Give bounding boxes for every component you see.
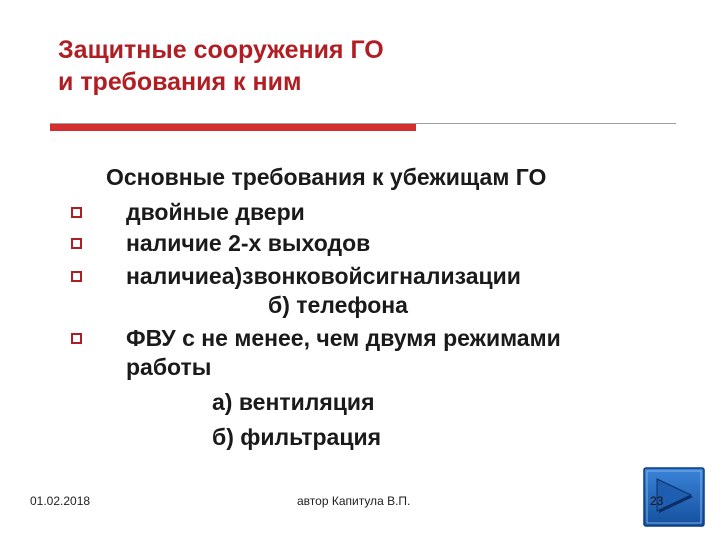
title-divider-accent <box>50 124 416 131</box>
title-line-1: Защитные сооружения ГО <box>58 36 384 64</box>
list-item-continuation: б) фильтрация <box>212 424 382 450</box>
page-number: 23 <box>650 494 664 508</box>
list-item: ФВУ с не менее, чем двумя режимами <box>126 325 561 351</box>
section-heading: Основные требования к убежищам ГО <box>106 164 547 190</box>
footer-author: автор Капитула В.П. <box>297 494 411 508</box>
list-item-continuation: работы <box>126 354 212 380</box>
list-item-continuation: а) вентиляция <box>212 389 375 415</box>
list-item-continuation: б) телефона <box>268 292 408 318</box>
list-item: наличиеа)звонковойсигнализации <box>126 263 521 289</box>
slide-title <box>58 34 384 98</box>
hollow-square-bullet-icon <box>71 207 82 218</box>
list-item: наличие 2-х выходов <box>126 230 371 256</box>
hollow-square-bullet-icon <box>71 271 82 282</box>
footer-date: 01.02.2018 <box>30 494 91 508</box>
list-item: двойные двери <box>126 199 305 225</box>
hollow-square-bullet-icon <box>71 333 82 344</box>
hollow-square-bullet-icon <box>71 238 82 249</box>
title-line-2: и требования к ним <box>58 68 302 96</box>
